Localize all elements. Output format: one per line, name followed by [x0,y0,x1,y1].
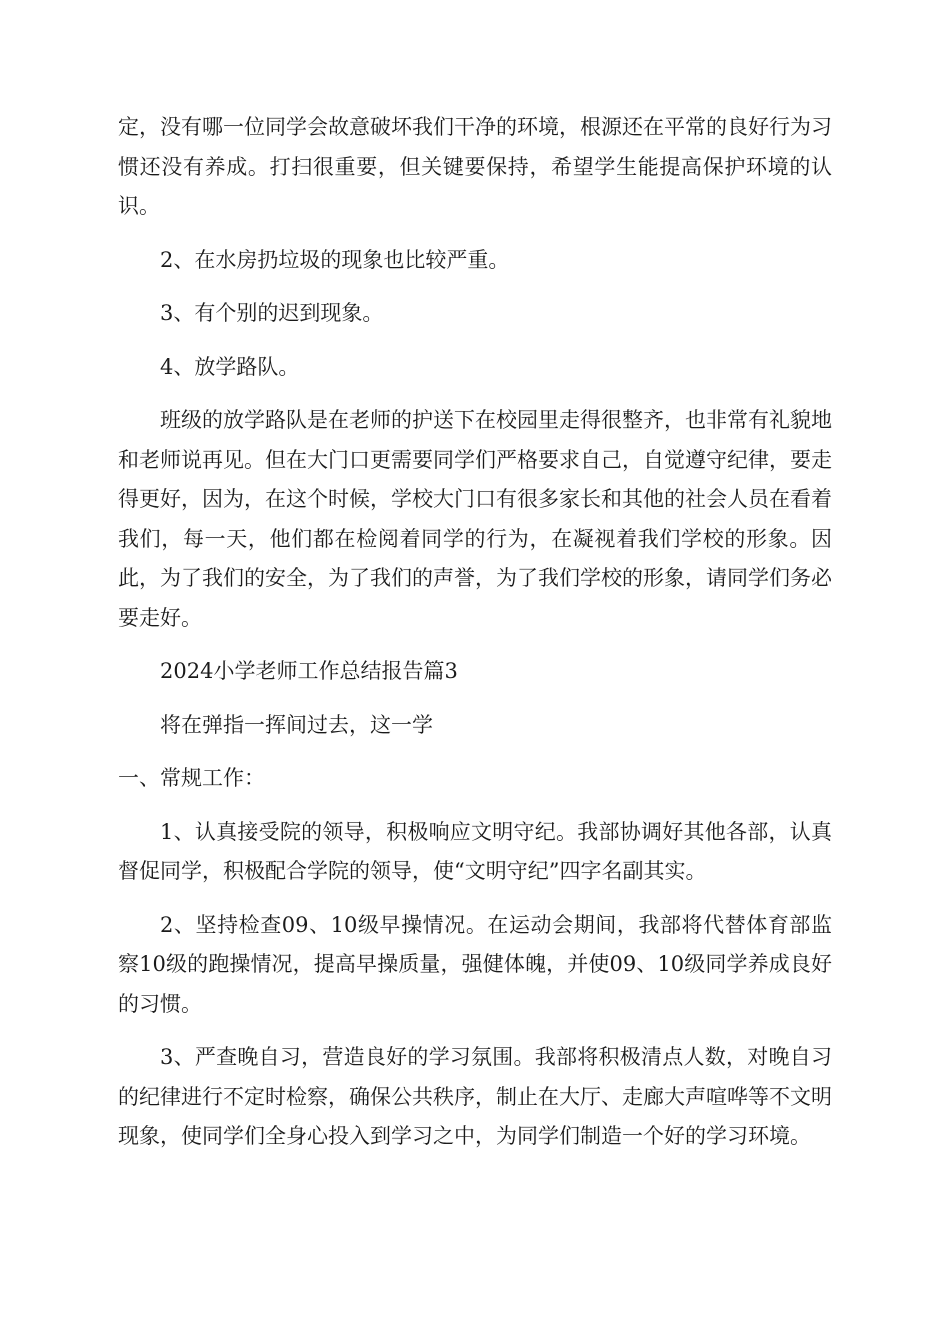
paragraph-item-3: 3、有个别的迟到现象。 [160,301,384,325]
paragraph-dismissal-queue: 班级的放学路队是在老师的护送下在校园里走得很整齐，也非常有礼貌地和老师说再见。但在大门口更需要同学们严格要求自己，自觉遵守纪律，要走得更好，因为，在这个时候，学校大门口有很多家长和其他的社会人员在看着我们，每一天，他们都在检阅着同学的行为，在凝视着我们学校的形象。因此，为了我们的安全，为了我们的声誉，为了我们学校的形象，请同学们务必要走好。 [118,408,832,630]
paragraph-item-4: 4、放学路队。 [160,354,300,379]
paragraph-routine-1: 1、认真接受院的领导，积极响应文明守纪。我部协调好其他各部，认真督促同学，积极配合学院的领导，使“文明守纪”四字名副其实。 [118,819,832,883]
paragraph-intro: 将在弹指一挥间过去，这一学 [160,712,433,737]
paragraph-routine-2: 2、坚持检查09、10级早操情况。在运动会期间，我部将代替体育部监察10级的跑操情况，提高早操质量，强健体魄，并使09、10级同学养成良好的习惯。 [118,912,832,1016]
paragraph-continued: 定，没有哪一位同学会故意破坏我们干净的环境，根源还在平常的良好行为习惯还没有养成。打扫很重要，但关键要保持，希望学生能提高保护环境的认识。 [118,115,832,218]
paragraph-item-2: 2、在水房扔垃圾的现象也比较严重。 [160,247,510,272]
paragraph-routine-3: 3、严查晚自习，营造良好的学习氛围。我部将积极清点人数，对晚自习的纪律进行不定时检察，确保公共秩序，制止在大厅、走廊大声喧哗等不文明现象，使同学们全身心投入到学习之中，为同学们制造一个好的学习环境。 [118,1045,832,1148]
section-heading: 2024小学老师工作总结报告篇3 [160,659,458,683]
subsection-heading-routine-work: 一、常规工作： [118,766,265,790]
